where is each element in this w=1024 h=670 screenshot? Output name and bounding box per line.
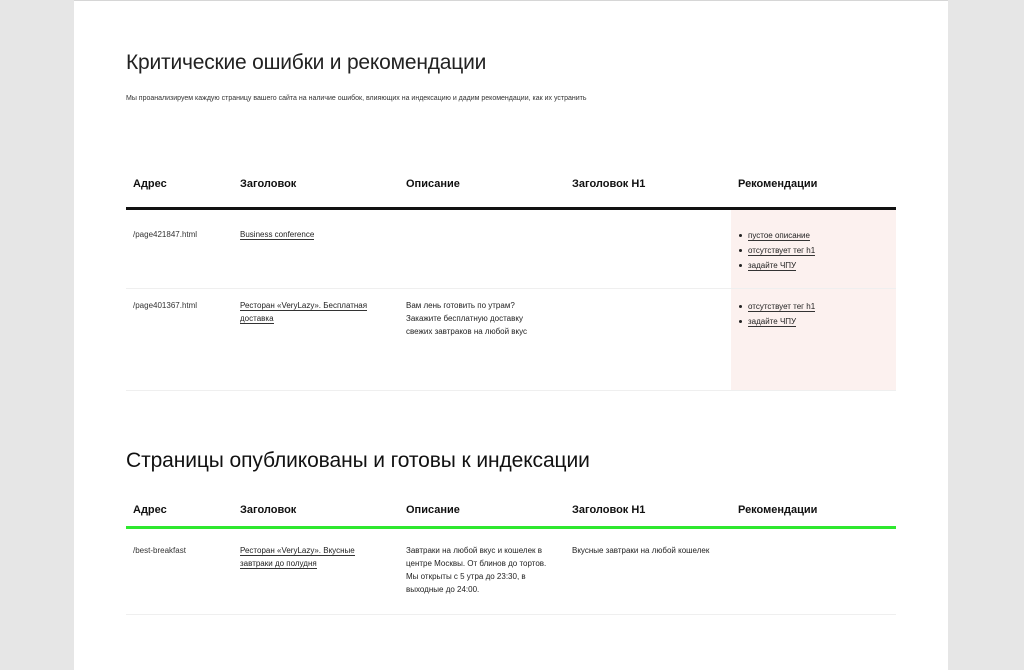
bullet-icon — [739, 264, 742, 267]
table-row — [126, 208, 896, 288]
heading-wrapper — [240, 544, 372, 570]
column-header-h1: Заголовок H1 — [565, 161, 731, 208]
page-address: /page401367.html — [133, 300, 198, 310]
column-header-recommendations: Рекомендации — [731, 161, 896, 208]
page-heading-link[interactable]: Ресторан «VeryLazy». Вкусные завтраки до полудня — [240, 545, 355, 568]
page-heading-link[interactable]: Ресторан «VeryLazy». Бесплатная доставка — [240, 300, 368, 323]
critical-errors-title: Критические ошибки и рекомендации — [126, 51, 487, 74]
description-cell — [399, 288, 565, 390]
bullet-icon — [739, 249, 742, 252]
address-cell — [126, 208, 233, 288]
column-header-address: Адрес — [126, 161, 233, 208]
report-sheet — [74, 0, 948, 670]
table-row — [126, 527, 896, 614]
column-header-h1: Заголовок H1 — [565, 495, 731, 527]
h1-cell — [565, 527, 731, 614]
address-cell — [126, 527, 233, 614]
table-row — [126, 288, 896, 390]
recommendations-list — [739, 299, 896, 329]
recommendation-link[interactable]: пустое описание — [748, 230, 810, 240]
bullet-icon — [739, 305, 742, 308]
recommendations-cell — [731, 208, 896, 288]
list-item — [739, 314, 896, 329]
list-item — [739, 258, 896, 273]
bullet-icon — [739, 234, 742, 237]
h1-cell — [565, 288, 731, 390]
h1-cell — [565, 208, 731, 288]
recommendations-cell — [731, 288, 896, 390]
recommendations-cell — [731, 527, 896, 614]
list-item — [739, 243, 896, 258]
heading-cell — [233, 288, 399, 390]
list-item — [739, 299, 896, 314]
recommendation-link[interactable]: отсутствует тег h1 — [748, 245, 816, 255]
page-description: Вам лень готовить по утрам? Закажите бесплатную доставку свежих завтраков на любой вкус — [406, 300, 528, 336]
recommendation-link[interactable]: отсутствует тег h1 — [748, 301, 816, 311]
page-description: Завтраки на любой вкус и кошелек в центре Москвы. От блинов до тортов. Мы открыты с 5 утра до 23:30, в выходные до 24:00. — [406, 545, 547, 594]
page-address: /page421847.html — [133, 229, 198, 239]
heading-cell — [233, 527, 399, 614]
column-header-heading: Заголовок — [233, 161, 399, 208]
description-cell — [399, 208, 565, 288]
heading-cell — [233, 208, 399, 288]
published-pages-title: Страницы опубликованы и готовы к индексации — [126, 449, 590, 472]
page-address: /best-breakfast — [133, 545, 186, 555]
bullet-icon — [739, 320, 742, 323]
recommendations-list — [739, 228, 896, 273]
column-header-heading: Заголовок — [233, 495, 399, 527]
column-header-description: Описание — [399, 161, 565, 208]
critical-errors-intro: Мы проанализируем каждую страницу вашего сайта на наличие ошибок, влияющих на индексацию и дадим рекомендации, как их устранить — [126, 95, 587, 102]
recommendation-link[interactable]: задайте ЧПУ — [748, 260, 797, 270]
address-cell — [126, 288, 233, 390]
published-pages-table — [126, 495, 896, 615]
page-heading-link[interactable]: Business conference — [240, 229, 315, 239]
column-header-recommendations: Рекомендации — [731, 495, 896, 527]
critical-errors-table — [126, 161, 896, 391]
heading-wrapper — [240, 299, 372, 325]
description-cell — [399, 527, 565, 614]
table-header-row — [126, 161, 896, 208]
column-header-description: Описание — [399, 495, 565, 527]
column-header-address: Адрес — [126, 495, 233, 527]
list-item — [739, 228, 896, 243]
table-header-row — [126, 495, 896, 527]
page-h1: Вкусные завтраки на любой кошелек — [572, 545, 710, 555]
recommendation-link[interactable]: задайте ЧПУ — [748, 316, 797, 326]
